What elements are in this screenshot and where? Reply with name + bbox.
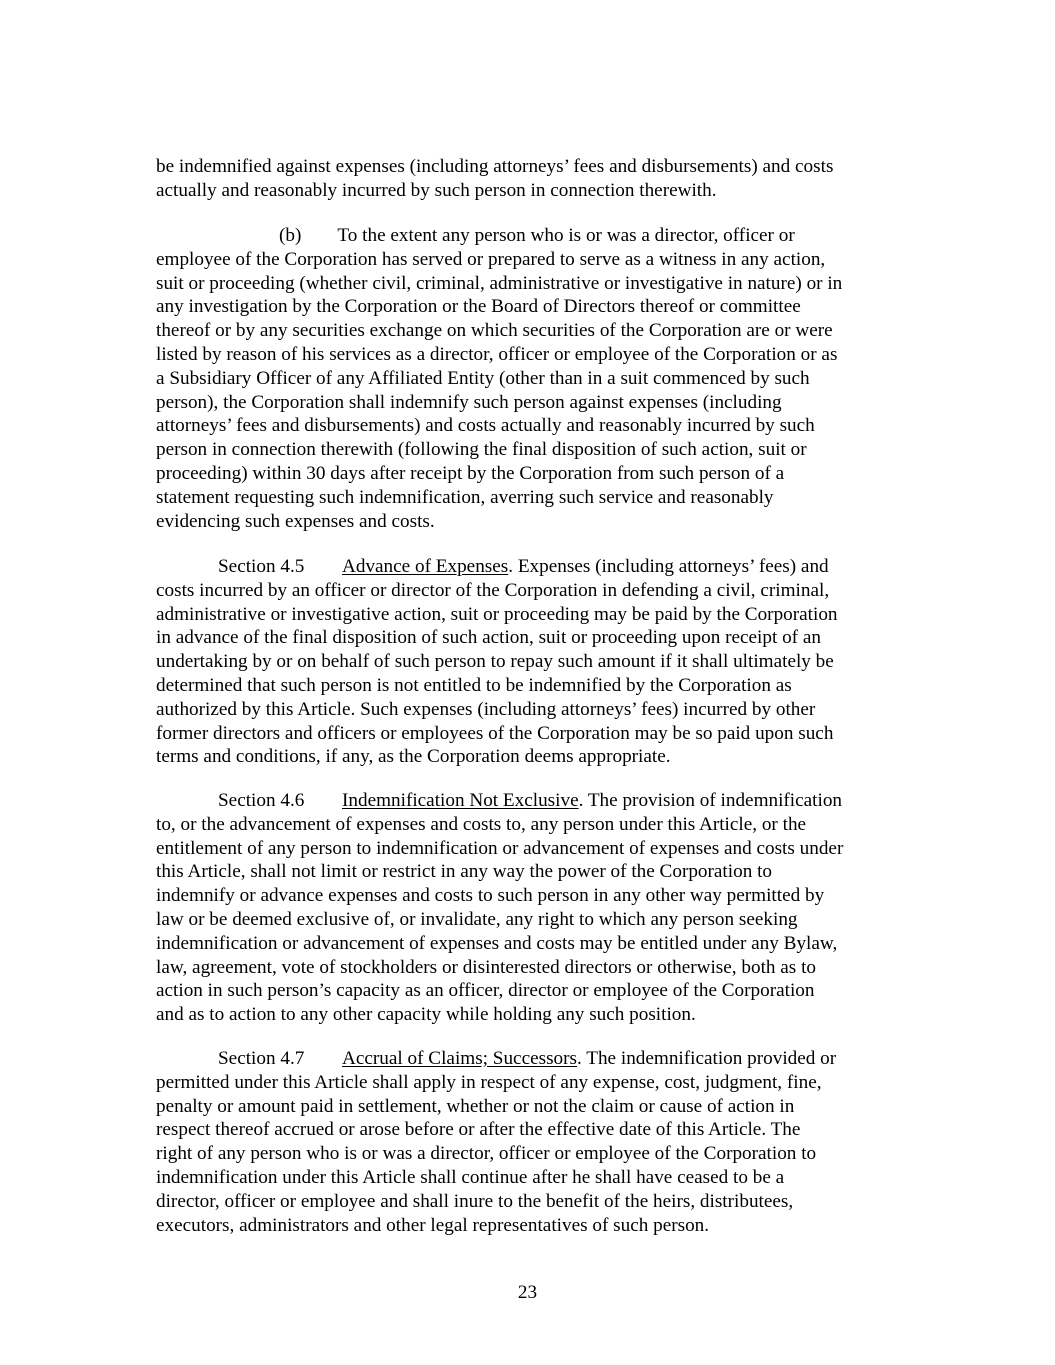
text-line: right of any person who is or was a director, officer or employee of the Corporation to bbox=[156, 1143, 817, 1165]
text-line: law, agreement, vote of stockholders or disinterested directors or otherwise, both as to bbox=[156, 956, 817, 978]
text-line: permitted under this Article shall apply in respect of any expense, cost, judgment, fine, bbox=[156, 1071, 822, 1093]
text-line: action in such person’s capacity as an officer, director or employee of the Corporation bbox=[156, 980, 815, 1002]
text-line: former directors and officers or employees of the Corporation may be so paid upon such bbox=[156, 722, 834, 744]
text-line: authorized by this Article. Such expenses (including attorneys’ fees) incurred by other bbox=[156, 698, 816, 720]
text-line: suit or proceeding (whether civil, criminal, administrative or investigative in nature) or in bbox=[156, 272, 843, 294]
text-line: person in connection therewith (following the final disposition of such action, suit or bbox=[156, 439, 807, 461]
text-line: evidencing such expenses and costs. bbox=[156, 510, 435, 532]
section-heading: Advance of Expenses bbox=[342, 556, 509, 577]
section-4-7-paragraph bbox=[156, 1047, 901, 1237]
section-first-line bbox=[156, 1047, 901, 1071]
section-heading: Accrual of Claims; Successors bbox=[342, 1048, 577, 1069]
text-line: person), the Corporation shall indemnify such person against expenses (including bbox=[156, 391, 782, 413]
section-number: Section 4.7 bbox=[218, 1048, 305, 1069]
section-4-6-paragraph bbox=[156, 789, 901, 1027]
section-first-line-text: . The provision of indemnification bbox=[578, 790, 843, 811]
text-line: executors, administrators and other legal representatives of such person. bbox=[156, 1214, 710, 1236]
text-line: employee of the Corporation has served or prepared to serve as a witness in any action, bbox=[156, 248, 826, 270]
text-line: actually and reasonably incurred by such person in connection therewith. bbox=[156, 179, 717, 201]
text-line: indemnify or advance expenses and costs to such person in any other way permitted by bbox=[156, 885, 825, 907]
text-line: terms and conditions, if any, as the Corporation deems appropriate. bbox=[156, 746, 671, 768]
text-line: statement requesting such indemnification, averring such service and reasonably bbox=[156, 486, 774, 508]
text-line: to, or the advancement of expenses and costs to, any person under this Article, or the bbox=[156, 813, 807, 835]
text-line: proceeding) within 30 days after receipt by the Corporation from such person of a bbox=[156, 462, 785, 484]
text-line: administrative or investigative action, suit or proceeding may be paid by the Corporation bbox=[156, 603, 838, 625]
section-4-5-paragraph bbox=[156, 555, 901, 769]
section-first-line bbox=[156, 789, 901, 813]
subsection-b-paragraph bbox=[156, 224, 901, 533]
section-first-line bbox=[156, 555, 901, 579]
continuation-paragraph bbox=[156, 155, 901, 203]
section-first-line-text: . The indemnification provided or bbox=[577, 1048, 837, 1069]
text-line: determined that such person is not entitled to be indemnified by the Corporation as bbox=[156, 674, 792, 696]
text-line: indemnification under this Article shall continue after he shall have ceased to be a bbox=[156, 1166, 785, 1188]
text-line: this Article, shall not limit or restrict in any way the power of the Corporation to bbox=[156, 861, 773, 883]
text-line: penalty or amount paid in settlement, whether or not the claim or cause of action in bbox=[156, 1095, 795, 1117]
text-line bbox=[156, 224, 901, 248]
subsection-label: (b) bbox=[279, 225, 302, 246]
text-line-content: To the extent any person who is or was a director, officer or bbox=[337, 225, 795, 246]
text-line: in advance of the final disposition of such action, suit or proceeding upon receipt of an bbox=[156, 627, 821, 649]
text-line: a Subsidiary Officer of any Affiliated Entity (other than in a suit commenced by such bbox=[156, 367, 810, 389]
text-line: costs incurred by an officer or director of the Corporation in defending a civil, criminal, bbox=[156, 579, 830, 601]
text-line: thereof or by any securities exchange on which securities of the Corporation are or were bbox=[156, 320, 833, 342]
section-number: Section 4.6 bbox=[218, 790, 305, 811]
text-line: and as to action to any other capacity while holding any such position. bbox=[156, 1004, 696, 1026]
text-line: listed by reason of his services as a director, officer or employee of the Corporation or as bbox=[156, 343, 838, 365]
text-line: undertaking by or on behalf of such person to repay such amount if it shall ultimately be bbox=[156, 651, 834, 673]
section-heading: Indemnification Not Exclusive bbox=[342, 790, 579, 811]
text-line: be indemnified against expenses (including attorneys’ fees and disbursements) and costs bbox=[156, 156, 834, 177]
text-line: director, officer or employee and shall inure to the benefit of the heirs, distributees, bbox=[156, 1190, 794, 1212]
text-line: any investigation by the Corporation or the Board of Directors thereof or committee bbox=[156, 296, 801, 318]
text-line: law or be deemed exclusive of, or invalidate, any right to which any person seeking bbox=[156, 908, 798, 930]
section-first-line-text: . Expenses (including attorneys’ fees) and bbox=[508, 556, 829, 577]
text-line: attorneys’ fees and disbursements) and costs actually and reasonably incurred by such bbox=[156, 415, 815, 437]
text-line: respect thereof accrued or arose before or after the effective date of this Article. The bbox=[156, 1119, 801, 1141]
page-number: 23 bbox=[517, 1282, 538, 1303]
text-line: indemnification or advancement of expenses and costs may be entitled under any Bylaw, bbox=[156, 932, 838, 954]
text-line: entitlement of any person to indemnification or advancement of expenses and costs under bbox=[156, 837, 844, 859]
section-number: Section 4.5 bbox=[218, 556, 305, 577]
